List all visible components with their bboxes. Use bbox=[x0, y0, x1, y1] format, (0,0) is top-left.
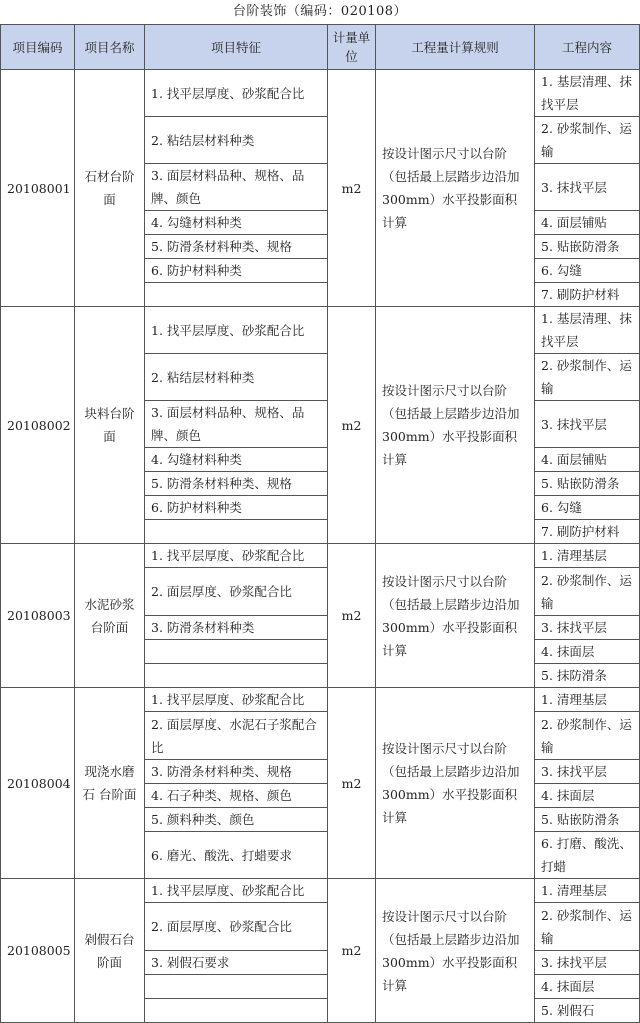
item-name: 现浇水磨石 台阶面 bbox=[75, 688, 145, 879]
rule-cell: 按设计图示尺寸以台阶（包括最上层踏步边沿加300mm）水平投影面积计算 bbox=[376, 688, 535, 879]
feature-cell: 4. 勾缝材料种类 bbox=[145, 448, 328, 472]
item-name: 剁假石台阶面 bbox=[75, 879, 145, 1023]
header-rule: 工程量计算规则 bbox=[376, 25, 535, 70]
work-cell: 4. 抹面层 bbox=[535, 975, 640, 999]
work-cell: 3. 抹找平层 bbox=[535, 164, 640, 211]
unit-cell: m2 bbox=[328, 70, 376, 307]
feature-cell: 1. 找平层厚度、砂浆配合比 bbox=[145, 879, 328, 903]
work-cell: 6. 勾缝 bbox=[535, 496, 640, 520]
work-cell: 4. 抹面层 bbox=[535, 640, 640, 664]
feature-cell: 5. 防滑条材料种类、规格 bbox=[145, 472, 328, 496]
feature-cell: 5. 防滑条材料种类、规格 bbox=[145, 235, 328, 259]
item-code: 20108005 bbox=[1, 879, 75, 1023]
feature-cell: 2. 面层厚度、砂浆配合比 bbox=[145, 568, 328, 616]
feature-cell: 3. 防滑条材料种类 bbox=[145, 616, 328, 640]
work-cell: 7. 刷防护材料 bbox=[535, 520, 640, 544]
work-cell: 2. 砂浆制作、运输 bbox=[535, 354, 640, 401]
feature-cell bbox=[145, 520, 328, 544]
rule-cell: 按设计图示尺寸以台阶（包括最上层踏步边沿加300mm）水平投影面积计算 bbox=[376, 307, 535, 544]
table-caption: 台阶装饰（编码：020108） bbox=[232, 4, 408, 19]
work-cell: 1. 基层清理、抹找平层 bbox=[535, 70, 640, 117]
header-code: 项目编码 bbox=[1, 25, 75, 70]
item-code: 20108002 bbox=[1, 307, 75, 544]
feature-cell: 2. 粘结层材料种类 bbox=[145, 117, 328, 164]
work-cell: 3. 抹找平层 bbox=[535, 951, 640, 975]
item-code: 20108003 bbox=[1, 544, 75, 688]
work-cell: 3. 抹找平层 bbox=[535, 616, 640, 640]
work-cell: 5. 剁假石 bbox=[535, 999, 640, 1023]
feature-cell: 1. 找平层厚度、砂浆配合比 bbox=[145, 70, 328, 117]
unit-cell: m2 bbox=[328, 544, 376, 688]
work-cell: 2. 砂浆制作、运输 bbox=[535, 117, 640, 164]
feature-cell: 2. 面层厚度、水泥石子浆配合比 bbox=[145, 712, 328, 760]
work-cell: 7. 刷防护材料 bbox=[535, 283, 640, 307]
work-cell: 1. 清理基层 bbox=[535, 688, 640, 712]
table-row bbox=[1, 688, 640, 712]
feature-cell: 2. 面层厚度、砂浆配合比 bbox=[145, 903, 328, 951]
rule-cell: 按设计图示尺寸以台阶（包括最上层踏步边沿加300mm）水平投影面积计算 bbox=[376, 70, 535, 307]
feature-cell: 5. 颜料种类、颜色 bbox=[145, 808, 328, 832]
bill-of-quantities-table bbox=[0, 24, 640, 1023]
item-code: 20108004 bbox=[1, 688, 75, 879]
feature-cell: 3. 防滑条材料种类、规格 bbox=[145, 760, 328, 784]
work-cell: 1. 清理基层 bbox=[535, 879, 640, 903]
feature-cell: 3. 剁假石要求 bbox=[145, 951, 328, 975]
work-cell: 1. 基层清理、抹找平层 bbox=[535, 307, 640, 354]
table-row bbox=[1, 70, 640, 117]
feature-cell bbox=[145, 640, 328, 664]
work-cell: 2. 砂浆制作、运输 bbox=[535, 903, 640, 951]
rule-cell: 按设计图示尺寸以台阶（包括最上层踏步边沿加300mm）水平投影面积计算 bbox=[376, 544, 535, 688]
work-cell: 3. 抹找平层 bbox=[535, 760, 640, 784]
work-cell: 1. 清理基层 bbox=[535, 544, 640, 568]
feature-cell bbox=[145, 999, 328, 1023]
feature-cell: 4. 勾缝材料种类 bbox=[145, 211, 328, 235]
work-cell: 5. 贴嵌防滑条 bbox=[535, 808, 640, 832]
unit-cell: m2 bbox=[328, 307, 376, 544]
feature-cell: 6. 防护材料种类 bbox=[145, 259, 328, 283]
table-row bbox=[1, 879, 640, 903]
table-body bbox=[1, 70, 640, 1023]
work-cell: 6. 打磨、酸洗、打蜡 bbox=[535, 832, 640, 879]
work-cell: 5. 抹防滑条 bbox=[535, 664, 640, 688]
header-work: 工程内容 bbox=[535, 25, 640, 70]
feature-cell: 6. 防护材料种类 bbox=[145, 496, 328, 520]
work-cell: 6. 勾缝 bbox=[535, 259, 640, 283]
work-cell: 5. 贴嵌防滑条 bbox=[535, 472, 640, 496]
item-code: 20108001 bbox=[1, 70, 75, 307]
item-name: 块料台阶面 bbox=[75, 307, 145, 544]
table-row bbox=[1, 544, 640, 568]
feature-cell: 2. 粘结层材料种类 bbox=[145, 354, 328, 401]
work-cell: 2. 砂浆制作、运输 bbox=[535, 568, 640, 616]
work-cell: 4. 面层铺贴 bbox=[535, 211, 640, 235]
feature-cell: 3. 面层材料品种、规格、品牌、颜色 bbox=[145, 164, 328, 211]
work-cell: 3. 抹找平层 bbox=[535, 401, 640, 448]
feature-cell: 6. 磨光、酸洗、打蜡要求 bbox=[145, 832, 328, 879]
header-row bbox=[1, 25, 640, 70]
feature-cell bbox=[145, 283, 328, 307]
feature-cell bbox=[145, 975, 328, 999]
work-cell: 4. 面层铺贴 bbox=[535, 448, 640, 472]
header-features: 项目特征 bbox=[145, 25, 328, 70]
feature-cell bbox=[145, 664, 328, 688]
header-name: 项目名称 bbox=[75, 25, 145, 70]
unit-cell: m2 bbox=[328, 879, 376, 1023]
rule-cell: 按设计图示尺寸以台阶（包括最上层踏步边沿加300mm）水平投影面积计算 bbox=[376, 879, 535, 1023]
feature-cell: 1. 找平层厚度、砂浆配合比 bbox=[145, 544, 328, 568]
feature-cell: 4. 石子种类、规格、颜色 bbox=[145, 784, 328, 808]
work-cell: 5. 贴嵌防滑条 bbox=[535, 235, 640, 259]
table-row bbox=[1, 307, 640, 354]
item-name: 石材台阶面 bbox=[75, 70, 145, 307]
work-cell: 4. 抹面层 bbox=[535, 784, 640, 808]
unit-cell: m2 bbox=[328, 688, 376, 879]
header-unit: 计量单位 bbox=[328, 25, 376, 70]
item-name: 水泥砂浆台阶面 bbox=[75, 544, 145, 688]
work-cell: 2. 砂浆制作、运输 bbox=[535, 712, 640, 760]
feature-cell: 3. 面层材料品种、规格、品牌、颜色 bbox=[145, 401, 328, 448]
feature-cell: 1. 找平层厚度、砂浆配合比 bbox=[145, 688, 328, 712]
feature-cell: 1. 找平层厚度、砂浆配合比 bbox=[145, 307, 328, 354]
